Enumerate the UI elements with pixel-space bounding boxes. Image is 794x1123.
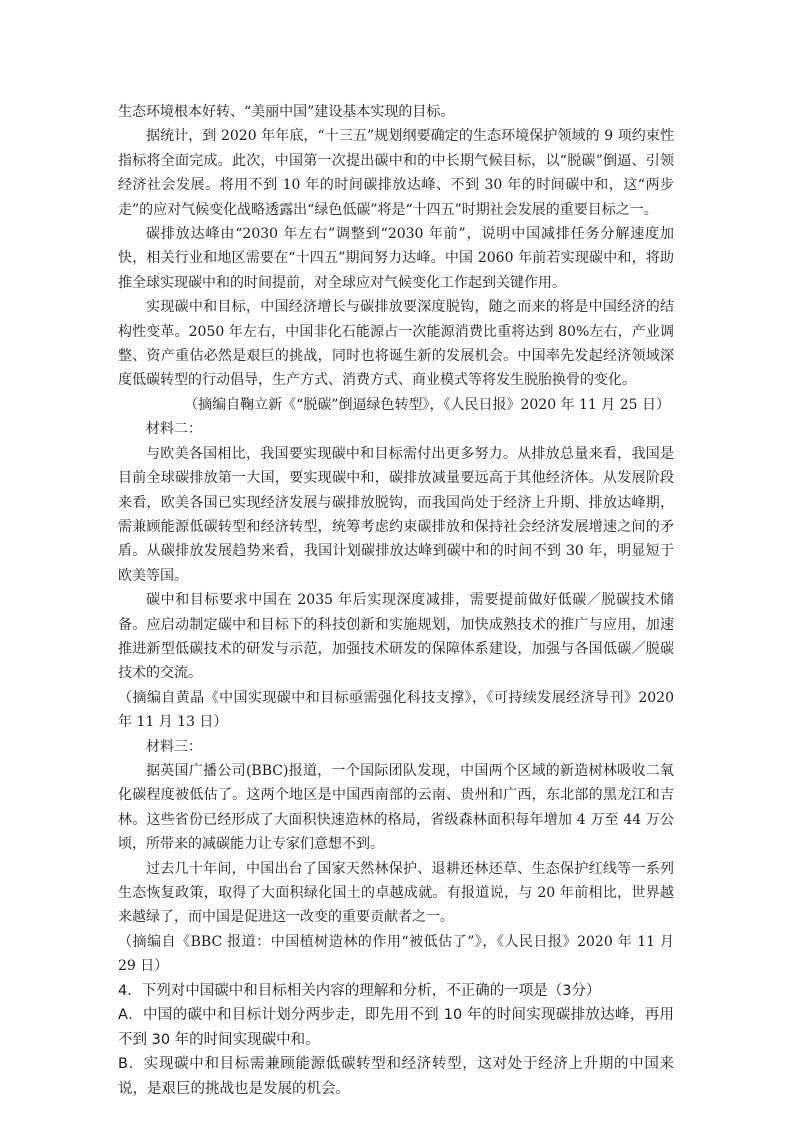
document-body (118, 100, 674, 1102)
paragraph: 生态环境根本好转、“美丽中国”建设基本实现的目标。 (118, 104, 455, 120)
material-label: 材料三： (146, 738, 202, 755)
paragraph: 据英国广播公司(BBC)报道，一个国际团队发现，中国两个区域的新造树林吸收二氧化碳程度被低估了。这两个地区是中国西南部的云南、贵州和广西，东北部的黑龙江和吉林。这些省份已经形成了大面积快速造林的格局，省级森林面积每年增加 4 万至 44 万公顷，所带来的减碳能力让专家们意想不到。 (118, 762, 674, 853)
paragraph: 过去几十年间，中国出台了国家天然林保护、退耕还林还草、生态保护红线等一系列生态恢复政策，取得了大面积绿化国土的卓越成就。有报道说，与 20 年前相比，世界越来越绿了，而中国是促进这一改变的重要贡献者之一。 (118, 860, 674, 926)
paragraph: 实现碳中和目标，中国经济增长与碳排放要深度脱钩，随之而来的将是中国经济的结构性变革。2050 年左右，中国非化石能源占一次能源消费比重将达到 80%左右，产业调整、资产重估必然是艰巨的挑战，同时也将诞生新的发展机会。中国率先发起经济领域深度低碳转型的行动倡导，生产方式、消费方式、商业模式等将发生脱胎换骨的变化。 (118, 299, 674, 389)
source-citation: （摘编自鞠立新《“脱碳”倒逼绿色转型》，《人民日报》2020 年 11 月 25 日） (184, 396, 670, 413)
option-a: A．中国的碳中和目标计划分两步走，即先用不到 10 年的时间实现碳排放达峰，再用不到 30 年的时间实现碳中和。 (118, 1007, 674, 1048)
option-b: B．实现碳中和目标需兼顾能源低碳转型和经济转型，这对处于经济上升期的中国来说，是艰巨的挑战也是发展的机会。 (118, 1056, 674, 1097)
source-citation: （摘编自《BBC 报道：中国植树造林的作用“被低估了”》，《人民日报》2020 年 11 月 29 日） (118, 933, 674, 975)
source-citation: （摘编自黄晶《中国实现碳中和目标亟需强化科技支撑》，《可持续发展经济导刊》2020 年 11 月 13 日） (118, 689, 674, 731)
paragraph: 碳中和目标要求中国在 2035 年后实现深度减排，需要提前做好低碳／脱碳技术储备。应启动制定碳中和目标下的科技创新和实施规划，加快成熟技术的推广与应用，加速推进新型低碳技术的研发与示范，加强技术研发的保障体系建设，加强与各国低碳／脱碳技术的交流。 (118, 592, 674, 682)
paragraph: 与欧美各国相比，我国要实现碳中和目标需付出更多努力。从排放总量来看，我国是目前全球碳排放第一大国，要实现碳中和，碳排放减量要远高于其他经济体。从发展阶段来看，欧美各国已实现经济发展与碳排放脱钩，而我国尚处于经济上升期、排放达峰期，需兼顾能源低碳转型和经济转型，统筹考虑约束碳排放和保持社会经济发展增速之间的矛盾。从碳排放发展趋势来看，我国计划碳排放达峰到碳中和的时间不到 30 年，明显短于欧美等国。 (118, 445, 674, 584)
paragraph: 碳排放达峰由“2030 年左右”调整到“2030 年前”，说明中国减排任务分解速度加快，相关行业和地区需要在“十四五”期间努力达峰。中国 2060 年前若实现碳中和，将助推全球实现碳中和的时间提前，对全球应对气候变化工作起到关键作用。 (118, 226, 674, 291)
paragraph: 据统计，到 2020 年年底，“十三五”规划纲要确定的生态环境保护领域的 9 项约束性指标将全面完成。此次，中国第一次提出碳中和的中长期气候目标，以“脱碳”倒逼、引领经济社会发展。将用不到 10 年的时间碳排放达峰、不到 30 年的时间碳中和，这“两步走”的应对气候变化战略透露出“绿色低碳”将是“十四五”时期社会发展的重要目标之一。 (118, 128, 674, 218)
material-label: 材料二： (146, 421, 202, 438)
question-stem: 4．下列对中国碳中和目标相关内容的理解和分析，不正确的一项是（3分） (118, 982, 601, 999)
